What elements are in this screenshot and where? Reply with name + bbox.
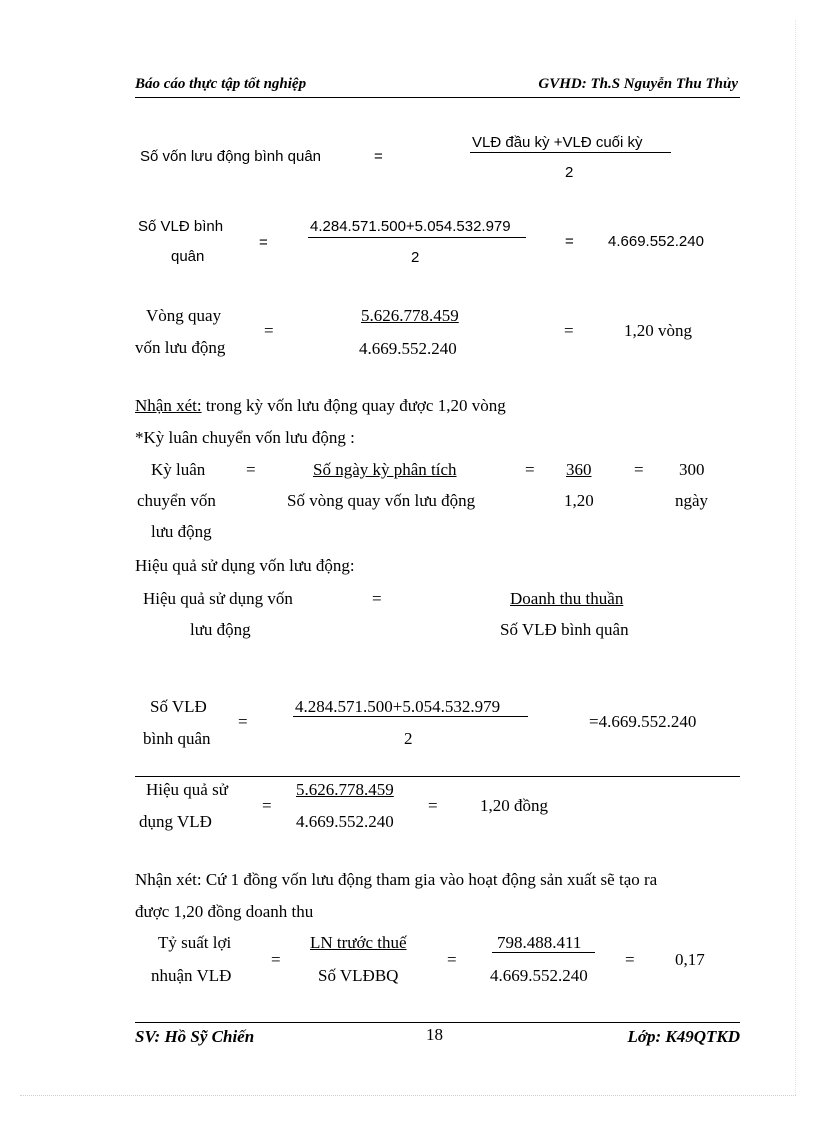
calc5-equals-result: = <box>428 796 438 815</box>
calc6-fraction-bar <box>492 952 595 953</box>
formula1-equals: = <box>374 148 383 165</box>
calc2-equals: = <box>264 321 274 340</box>
remark2-line2: được 1,20 đồng doanh thu <box>135 902 314 921</box>
calc6-equals-3: = <box>625 950 635 969</box>
calc6-denominator-2: 4.669.552.240 <box>490 966 588 985</box>
calc3-result-line1: 300 <box>679 460 705 479</box>
remark1-text: trong kỳ vốn lưu động quay được 1,20 vòng <box>201 396 506 415</box>
section-rule <box>135 776 740 777</box>
calc1-label-line2: quân <box>171 248 205 265</box>
formula2-label-line2: lưu động <box>190 620 251 639</box>
formula1-denominator: 2 <box>565 164 574 181</box>
calc2-label-line2: vốn lưu động <box>135 338 226 357</box>
calc4-equals: = <box>238 712 248 731</box>
formula2-numerator: Doanh thu thuần <box>510 589 624 608</box>
calc1-denominator: 2 <box>411 249 420 266</box>
calc4-fraction-bar <box>293 716 528 717</box>
calc4-numerator: 4.284.571.500+5.054.532.979 <box>295 697 501 716</box>
calc1-equals-result: = <box>565 233 574 250</box>
calc3-equals-3: = <box>634 460 644 479</box>
calc2-result: 1,20 vòng <box>624 321 692 340</box>
calc1-equals: = <box>259 234 268 251</box>
remark1-label: Nhận xét: <box>135 396 202 415</box>
footer-rule <box>135 1022 740 1023</box>
calc3-denominator-2: 1,20 <box>564 491 594 510</box>
calc3-equals-2: = <box>525 460 535 479</box>
calc5-result: 1,20 đồng <box>480 796 548 815</box>
calc6-numerator-2: 798.488.411 <box>497 933 582 952</box>
calc5-denominator: 4.669.552.240 <box>296 812 394 831</box>
formula2-label-line1: Hiệu quả sử dụng vốn <box>143 589 293 608</box>
calc3-numerator-2: 360 <box>566 460 592 479</box>
calc3-denominator: Số vòng quay vốn lưu động <box>287 491 476 510</box>
calc4-label-line2: bình quân <box>143 729 211 748</box>
formula1-label: Số vốn lưu động bình quân <box>140 148 322 165</box>
footer-class: Lớp: K49QTKD <box>627 1027 740 1046</box>
calc6-result: 0,17 <box>675 950 705 969</box>
remark1 <box>135 396 506 416</box>
calc2-denominator: 4.669.552.240 <box>359 339 457 358</box>
formula1-fraction-bar <box>470 152 671 153</box>
formula2-denominator: Số VLĐ bình quân <box>500 620 629 639</box>
calc4-result: =4.669.552.240 <box>589 712 697 731</box>
calc6-label-line2: nhuận VLĐ <box>151 966 232 985</box>
calc1-result: 4.669.552.240 <box>608 233 704 250</box>
calc4-denominator: 2 <box>404 729 413 748</box>
calc6-equals: = <box>271 950 281 969</box>
heading-cycle: *Kỳ luân chuyển vốn lưu động : <box>135 428 355 447</box>
header-supervisor: GVHD: Th.S Nguyễn Thu Thủy <box>538 76 738 92</box>
footer-student: SV: Hồ Sỹ Chiến <box>135 1027 255 1046</box>
calc6-numerator: LN trước thuế <box>310 933 407 952</box>
calc3-result-line2: ngày <box>675 491 709 510</box>
header-title: Báo cáo thực tập tốt nghiệp <box>135 76 307 92</box>
calc4-label-line1: Số VLĐ <box>150 697 207 716</box>
calc2-numerator: 5.626.778.459 <box>361 306 459 325</box>
calc5-label-line2: dụng VLĐ <box>139 812 212 831</box>
page-number: 18 <box>426 1025 443 1044</box>
remark2-line1: Nhận xét: Cứ 1 đồng vốn lưu động tham gia vào hoạt động sản xuất sẽ tạo ra <box>135 870 658 889</box>
header-rule <box>135 97 740 98</box>
calc2-equals-result: = <box>564 321 574 340</box>
calc6-equals-2: = <box>447 950 457 969</box>
calc6-denominator: Số VLĐBQ <box>318 966 399 985</box>
formula2-equals: = <box>372 589 382 608</box>
calc3-label-line1: Kỳ luân <box>151 460 206 479</box>
calc5-numerator: 5.626.778.459 <box>296 780 394 799</box>
calc3-label-line3: lưu động <box>151 522 212 541</box>
calc3-equals: = <box>246 460 256 479</box>
calc2-label-line1: Vòng quay <box>146 306 222 325</box>
calc1-numerator: 4.284.571.500+5.054.532.979 <box>310 218 511 235</box>
heading-efficiency: Hiệu quả sử dụng vốn lưu động: <box>135 556 355 575</box>
page-bottom-border <box>20 1095 796 1096</box>
calc5-equals: = <box>262 796 272 815</box>
calc6-label-line1: Tỷ suất lợi <box>158 933 232 952</box>
calc1-fraction-bar <box>308 237 526 238</box>
calc5-label-line1: Hiệu quả sử <box>146 780 228 799</box>
page-right-border <box>795 20 796 1095</box>
calc3-label-line2: chuyển vốn <box>137 491 216 510</box>
calc1-label-line1: Số VLĐ bình <box>138 218 224 235</box>
calc3-numerator: Số ngày kỳ phân tích <box>313 460 457 479</box>
formula1-numerator: VLĐ đầu kỳ +VLĐ cuối kỳ <box>472 134 643 151</box>
